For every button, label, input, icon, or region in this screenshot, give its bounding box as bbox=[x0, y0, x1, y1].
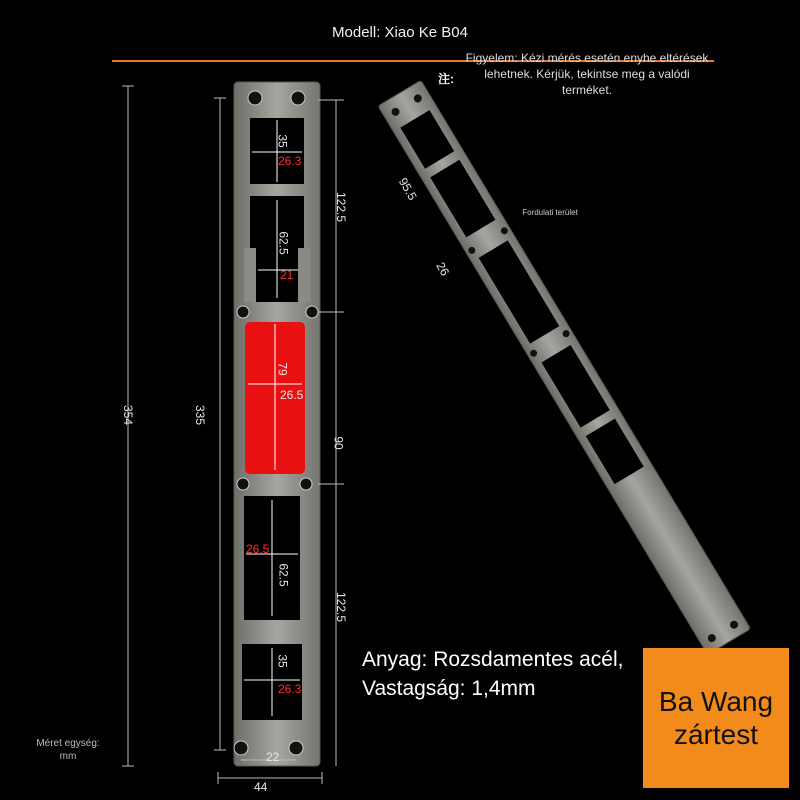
mount-hole bbox=[248, 91, 262, 105]
mount-hole bbox=[289, 741, 303, 755]
dim-middle-section: 90 bbox=[331, 436, 346, 450]
dim-slot-lower-h: 62.5 bbox=[276, 563, 291, 587]
dim-slot-lower-w: 26.5 bbox=[246, 542, 270, 556]
dim-red-window-h: 79 bbox=[275, 362, 290, 376]
dim-slot-upper-w: 21 bbox=[280, 268, 294, 282]
dim-window-top-h: 35 bbox=[275, 134, 290, 148]
dim-window-bottom-h: 35 bbox=[275, 654, 290, 668]
dim-total-height: 354 bbox=[121, 404, 136, 426]
mount-hole bbox=[234, 741, 248, 755]
mount-hole bbox=[291, 91, 305, 105]
brand-name: Ba Wang zártest bbox=[658, 686, 774, 750]
dim-width: 44 bbox=[254, 780, 268, 794]
dim-hole-spacing: 22 bbox=[266, 750, 280, 764]
material-spec: Anyag: Rozsdamentes acél, Vastagság: 1,4mm bbox=[362, 648, 624, 700]
unit-note: Méret egység: mm bbox=[36, 738, 100, 762]
mount-hole bbox=[300, 478, 312, 490]
dim-top-section: 122.5 bbox=[334, 191, 349, 223]
dim-angled-a: 95.5 bbox=[395, 175, 420, 203]
dim-bottom-section: 122.5 bbox=[334, 591, 349, 623]
turn-area-label: Fordulati terület bbox=[522, 208, 578, 217]
dim-red-window-w: 26.5 bbox=[280, 388, 304, 402]
brand-box bbox=[643, 648, 789, 788]
angled-strike-plate bbox=[378, 80, 750, 654]
note-label: 注: bbox=[438, 72, 454, 86]
measurement-note: Figyelem: Kézi mérés esetén enyhe eltérések lehetnek. Kérjük, tekintse meg a valódi terméket. bbox=[465, 51, 709, 97]
dim-angled-b: 26 bbox=[433, 259, 453, 279]
mount-hole bbox=[237, 478, 249, 490]
dim-window-top-w: 26.3 bbox=[278, 154, 302, 168]
dim-slot-upper-h: 62.5 bbox=[276, 231, 291, 255]
dim-inner-height: 335 bbox=[193, 404, 208, 426]
mount-hole bbox=[237, 306, 249, 318]
dim-window-bottom-w: 26.3 bbox=[278, 682, 302, 696]
model-title: Modell: Xiao Ke B04 bbox=[332, 24, 468, 41]
mount-hole bbox=[306, 306, 318, 318]
